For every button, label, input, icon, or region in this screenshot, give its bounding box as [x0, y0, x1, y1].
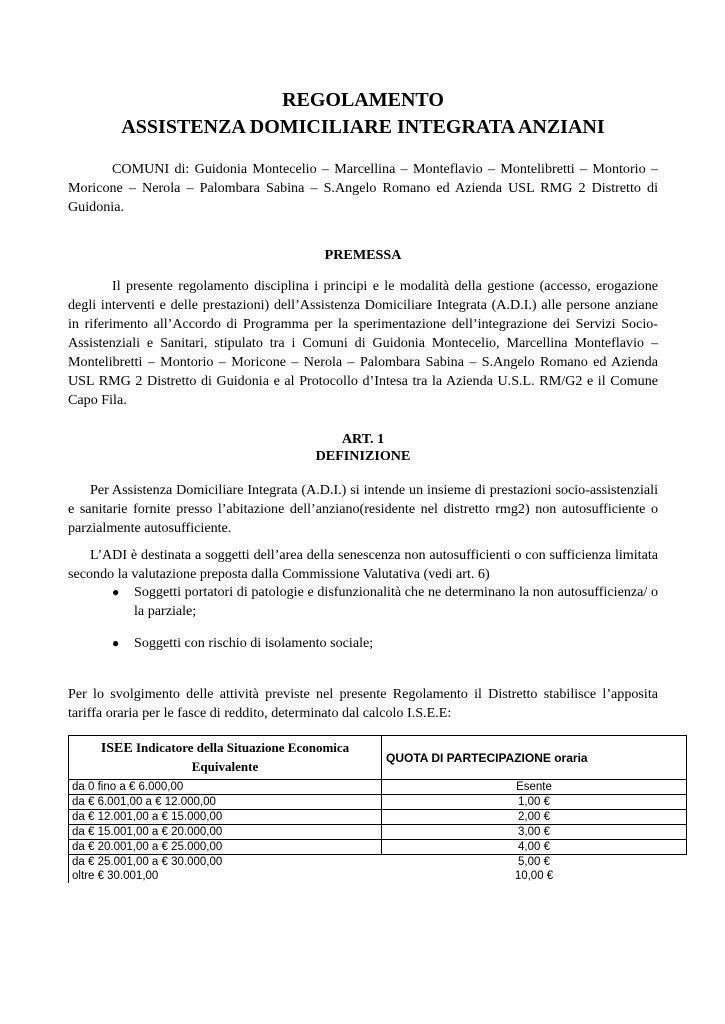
premessa-paragraph: Il presente regolamento disciplina i principi e le modalità della gestione (accesso, erogazione degli interventi e delle prestazioni) dell’Assistenza Domiciliare Integrata (A.D.I.) alle persone anziane in riferimento all’Accordo di Programma per la sperimentazione dell’integrazione dei Servizi Socio-Assistenziali e Sanitari, stipulato tra i Comuni di Guidonia Montecelio, Marcellina Monteflavio – Montelibretti – Montorio – Moricone – Nerola – Palombara Sabina – S.Angelo Romano ed Azienda USL RMG 2 Distretto di Guidonia e al Protocollo d’Intesa tra la Azienda U.S.L. RM/G2 e il Comune Capo Fila.	[68, 278, 658, 408]
quota-cell: 5,00 €	[518, 856, 550, 868]
table-header-row	[69, 736, 687, 780]
quota-cell: 4,00 €	[382, 840, 687, 855]
range-cell: da € 6.001,00 a € 12.000,00	[69, 795, 382, 810]
quota-cell: 3,00 €	[382, 825, 687, 840]
definition-paragraph: Per Assistenza Domiciliare Integrata (A.D.I.) si intende un insieme di prestazioni socio-assistenziali e sanitarie fornite presso l’abitazione dell’anziano(residente nel distretto rmg2) non autosufficiente o parzialmente autosufficiente.	[68, 482, 658, 536]
table-row	[69, 855, 687, 870]
bullet-icon: ●	[112, 585, 120, 599]
quota-cell: Esente	[382, 780, 687, 795]
adi-target-paragraph: L’ADI è destinata a soggetti dell’area della senescenza non autosufficienti o con sufficienza limitata secondo la valutazione preposta dalla Commissione Valutativa (vedi art. 6)	[68, 547, 658, 582]
list-item-text: Soggetti con rischio di isolamento sociale;	[134, 635, 374, 651]
bullet-icon: ●	[112, 636, 120, 650]
tariff-paragraph: Per lo svolgimento delle attività previste nel presente Regolamento il Distretto stabilisce l’apposita tariffa oraria per le fasce di reddito, determinato dal calcolo I.S.E.E:	[68, 686, 658, 721]
table-row	[69, 840, 687, 855]
quota-header-cell: QUOTA DI PARTECIPAZIONE oraria	[382, 736, 687, 780]
table-row	[69, 825, 687, 840]
range-cell: da € 25.001,00 a € 30.000,00	[69, 855, 382, 870]
range-cell: oltre € 30.001,00	[69, 869, 382, 883]
isee-table	[68, 735, 687, 883]
document-title: REGOLAMENTO	[282, 89, 444, 111]
list-item	[112, 583, 658, 621]
list-item-text: Soggetti portatori di patologie e disfunzionalità che ne determinano la non autosufficienza/ o la parziale;	[134, 584, 658, 619]
table-row	[69, 810, 687, 825]
range-cell: da € 15.001,00 a € 20.000,00	[69, 825, 382, 840]
premessa-heading: PREMESSA	[324, 247, 402, 263]
art1-heading: DEFINIZIONE	[315, 448, 411, 464]
document-subtitle: ASSISTENZA DOMICILIARE INTEGRATA ANZIANI	[121, 116, 605, 138]
quota-cell: 1,00 €	[382, 795, 687, 810]
list-item	[112, 634, 658, 653]
table-row	[69, 780, 687, 795]
quota-cell: 2,00 €	[382, 810, 687, 825]
art1-number: ART. 1	[341, 431, 385, 447]
table-row	[69, 795, 687, 810]
comuni-paragraph: COMUNI di: Guidonia Montecelio – Marcellina – Monteflavio – Montelibretti – Montorio – Moricone – Nerola – Palombara Sabina – S.Angelo Romano ed Azienda USL RMG 2 Distretto di Guidonia.	[68, 161, 658, 215]
range-cell: da 0 fino a € 6.000,00	[69, 780, 382, 795]
range-cell: da € 20.001,00 a € 25.000,00	[69, 840, 382, 855]
table-row	[69, 869, 687, 883]
range-cell: da € 12.001,00 a € 15.000,00	[69, 810, 382, 825]
isee-header-cell: ISEE Indicatore della Situazione Economica Equivalente	[69, 736, 382, 780]
quota-cell: 10,00 €	[514, 870, 554, 882]
